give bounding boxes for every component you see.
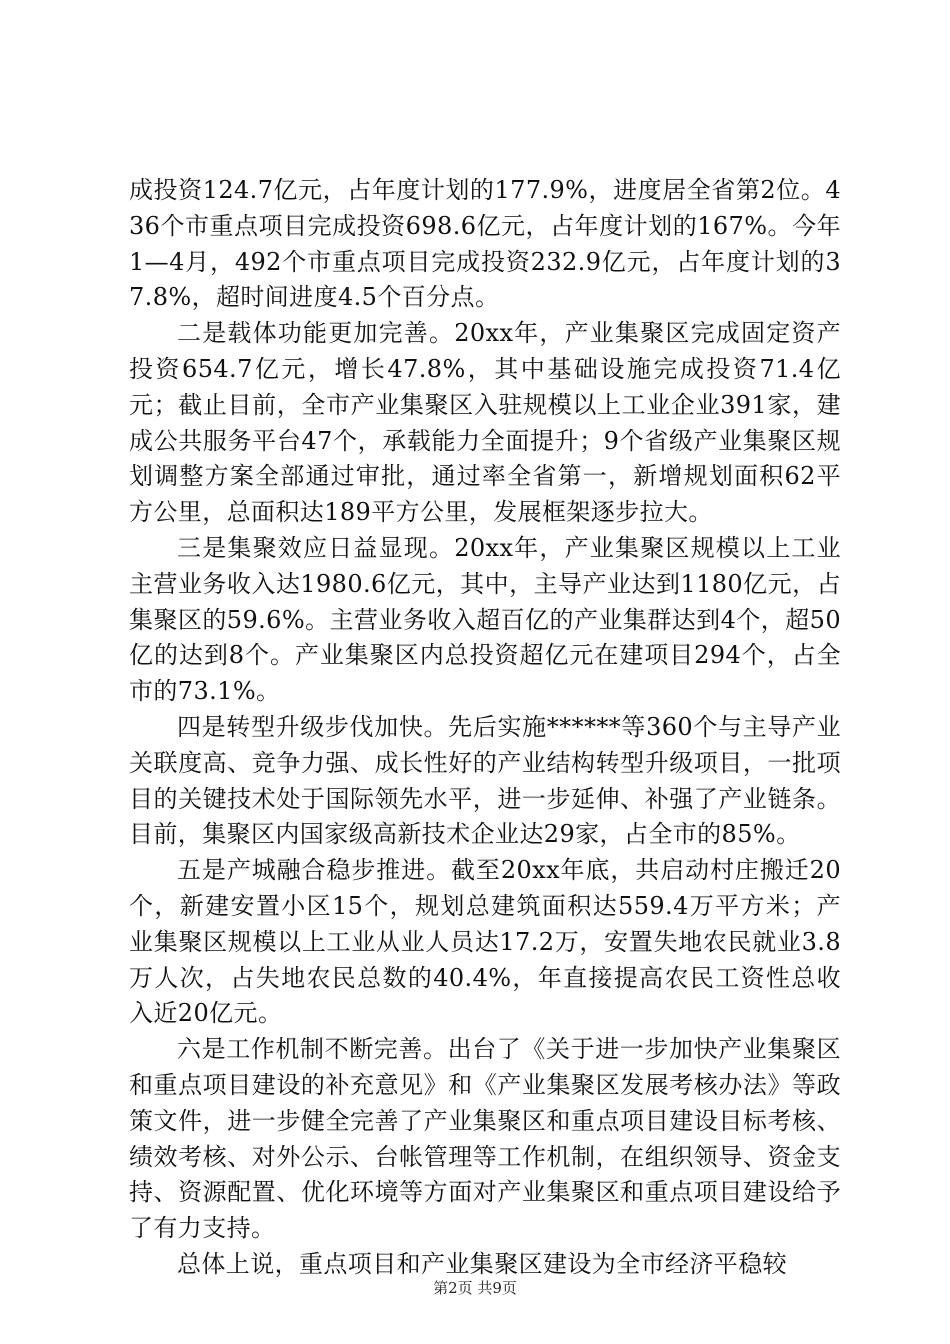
paragraph-industry-city-integration: 五是产城融合稳步推进。截至20xx年底，共启动村庄搬迁20个，新建安置小区15个，规划总建筑面积达559.4万平方米；产业集聚区规模以上工业从业人员达17.2万，安置失地农民就业3.8万人次，占失地农民总数的40.4%，年直接提高农民工资性总收入近20亿元。 [129,856,841,1028]
paragraph-cluster-effect: 三是集聚效应日益显现。20xx年，产业集聚区规模以上工业主营业务收入达1980.6亿元，其中，主导产业达到1180亿元，占集聚区的59.6%。主营业务收入超百亿的产业集群达到4个，超50亿的达到8个。产业集聚区内总投资超亿元在建项目294个，占全市的73.1%。 [129,533,841,706]
paragraph-investment-continued: 成投资124.7亿元，占年度计划的177.9%，进度居全省第2位。436个市重点项目完成投资698.6亿元，占年度计划的167%。今年1—4月，492个市重点项目完成投资232.9亿元，占年度计划的37.8%，超时间进度4.5个百分点。 [129,176,841,312]
paragraph-summary: 总体上说，重点项目和产业集聚区建设为全市经济平稳较 [177,1249,787,1278]
paragraph-work-mechanism: 六是工作机制不断完善。出台了《关于进一步加快产业集聚区和重点项目建设的补充意见》和《产业集聚区发展考核办法》等政策文件，进一步健全完善了产业集聚区和重点项目建设目标考核、绩效考核、对外公示、台帐管理等工作机制，在组织领导、资金支持、资源配置、优化环境等方面对产业集聚区和重点项目建设给予了有力支持。 [129,1035,841,1243]
document-body [129,173,841,1283]
page-number-footer: 第2页 共9页 [433,1279,517,1297]
paragraph-carrier-function: 二是载体功能更加完善。20xx年，产业集聚区完成固定资产投资654.7亿元，增长47.8%，其中基础设施完成投资71.4亿元；截止目前，全市产业集聚区入驻规模以上工业企业391家，建成公共服务平台47个，承载能力全面提升；9个省级产业集聚区规划调整方案全部通过审批，通过率全省第一，新增规划面积62平方公里，总面积达189平方公里，发展框架逐步拉大。 [129,319,841,527]
paragraph-transformation-upgrade: 四是转型升级步伐加快。先后实施******等360个与主导产业关联度高、竞争力强、成长性好的产业结构转型升级项目，一批项目的关键技术处于国际领先水平，进一步延伸、补强了产业链条。目前，集聚区内国家级高新技术企业达29家，占全市的85%。 [129,712,841,849]
